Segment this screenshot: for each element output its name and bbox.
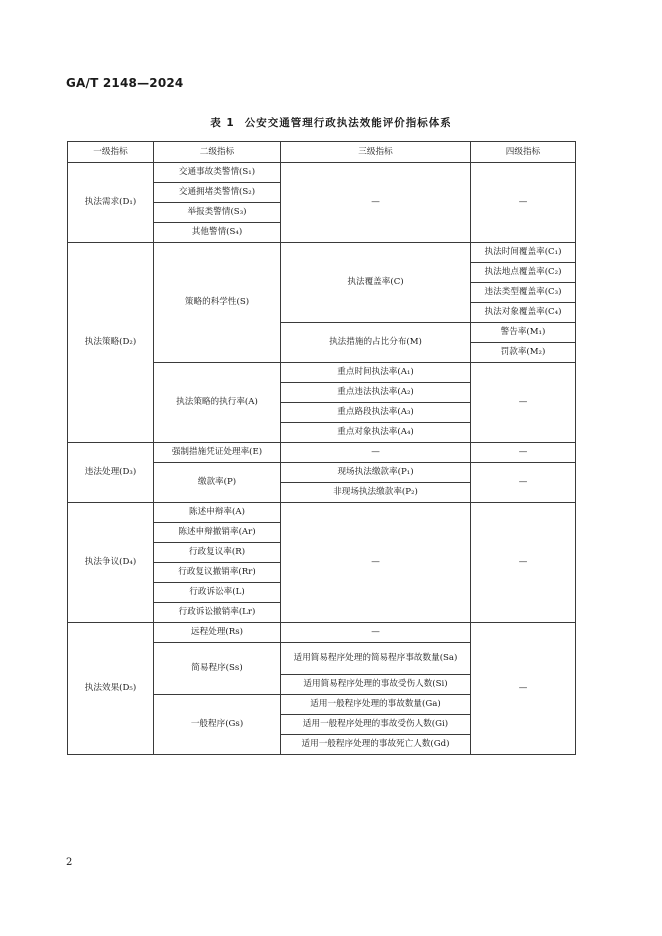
dash-cell: — <box>471 463 576 503</box>
level2-cell: 陈述申辩撤销率(Ar) <box>154 523 281 543</box>
level3-cell: 重点时间执法率(A₁) <box>281 363 471 383</box>
level2-cell: 其他警情(S₄) <box>154 223 281 243</box>
level2-cell: 执法策略的执行率(A) <box>154 363 281 443</box>
level2-cell: 交通拥堵类警情(S₂) <box>154 183 281 203</box>
level3-cell: 执法措施的占比分布(M) <box>281 323 471 363</box>
level3-cell: 适用一般程序处理的事故数量(Ga) <box>281 695 471 715</box>
column-header: 四级指标 <box>471 142 576 163</box>
level2-cell: 简易程序(Ss) <box>154 643 281 695</box>
level4-cell: 罚款率(M₂) <box>471 343 576 363</box>
table-title <box>0 115 662 130</box>
level4-cell: 警告率(M₁) <box>471 323 576 343</box>
level2-cell: 行政诉讼率(L) <box>154 583 281 603</box>
level4-cell: 执法对象覆盖率(C₄) <box>471 303 576 323</box>
dash-cell: — <box>281 623 471 643</box>
level2-cell: 行政诉讼撤销率(Lr) <box>154 603 281 623</box>
column-header: 一级指标 <box>68 142 154 163</box>
level2-cell: 一般程序(Gs) <box>154 695 281 755</box>
level3-cell: 适用简易程序处理的简易程序事故数量(Sa) <box>281 643 471 675</box>
level2-cell: 行政复议率(R) <box>154 543 281 563</box>
level1-cell: 执法需求(D₁) <box>68 163 154 243</box>
level2-cell: 策略的科学性(S) <box>154 243 281 363</box>
level1-cell: 执法争议(D₄) <box>68 503 154 623</box>
column-header: 二级指标 <box>154 142 281 163</box>
level2-cell: 远程处理(Rs) <box>154 623 281 643</box>
dash-cell: — <box>471 163 576 243</box>
level2-cell: 交通事故类警情(S₁) <box>154 163 281 183</box>
dash-cell: — <box>471 443 576 463</box>
level3-cell: 重点路段执法率(A₃) <box>281 403 471 423</box>
indicator-table <box>67 141 576 755</box>
level3-cell: 非现场执法缴款率(P₂) <box>281 483 471 503</box>
dash-cell: — <box>471 503 576 623</box>
page-number: 2 <box>66 857 73 868</box>
table-title-text: 公安交通管理行政执法效能评价指标体系 <box>244 117 452 129</box>
level3-cell: 适用一般程序处理的事故受伤人数(Gi) <box>281 715 471 735</box>
dash-cell: — <box>471 363 576 443</box>
table-row <box>68 443 576 463</box>
standard-code: GA/T 2148—2024 <box>66 76 184 90</box>
dash-cell: — <box>281 443 471 463</box>
level1-cell: 违法处理(D₃) <box>68 443 154 503</box>
dash-cell: — <box>471 623 576 755</box>
table-number: 表 1 <box>210 117 235 129</box>
table-row <box>68 243 576 263</box>
level2-cell: 行政复议撤销率(Rr) <box>154 563 281 583</box>
level4-cell: 违法类型覆盖率(C₃) <box>471 283 576 303</box>
table-row <box>68 163 576 183</box>
level2-cell: 陈述申辩率(A) <box>154 503 281 523</box>
level2-cell: 举报类警情(S₃) <box>154 203 281 223</box>
level1-cell: 执法策略(D₂) <box>68 243 154 443</box>
level3-cell: 适用一般程序处理的事故死亡人数(Gd) <box>281 735 471 755</box>
level2-cell: 强制措施凭证处理率(E) <box>154 443 281 463</box>
level3-cell: 重点对象执法率(A₄) <box>281 423 471 443</box>
dash-cell: — <box>281 163 471 243</box>
level4-cell: 执法时间覆盖率(C₁) <box>471 243 576 263</box>
dash-cell: — <box>281 503 471 623</box>
level3-cell: 重点违法执法率(A₂) <box>281 383 471 403</box>
table-row <box>68 503 576 523</box>
level4-cell: 执法地点覆盖率(C₂) <box>471 263 576 283</box>
level3-cell: 执法覆盖率(C) <box>281 243 471 323</box>
table-header-row <box>68 142 576 163</box>
level3-cell: 适用简易程序处理的事故受伤人数(Si) <box>281 675 471 695</box>
level2-cell: 缴款率(P) <box>154 463 281 503</box>
table-row <box>68 623 576 643</box>
column-header: 三级指标 <box>281 142 471 163</box>
level1-cell: 执法效果(D₅) <box>68 623 154 755</box>
level3-cell: 现场执法缴款率(P₁) <box>281 463 471 483</box>
